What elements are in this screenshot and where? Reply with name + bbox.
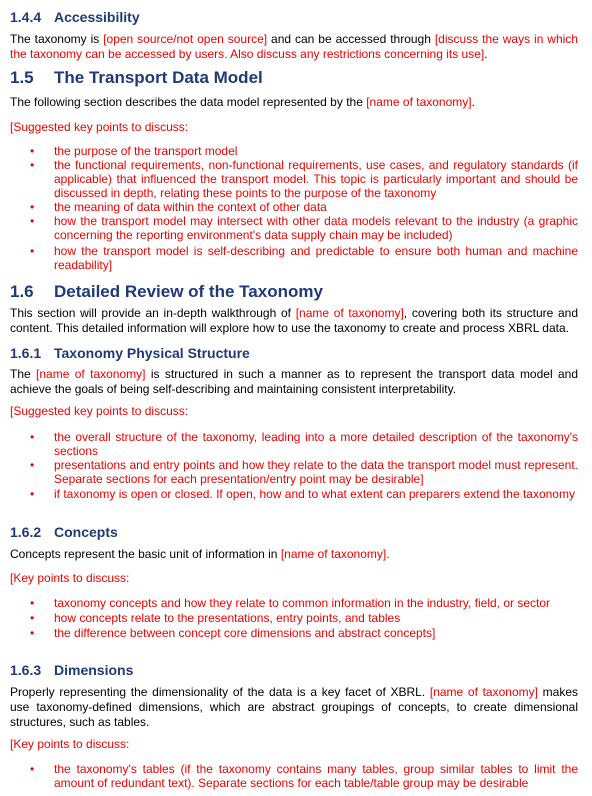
placeholder-text: [name of taxonomy]: [36, 367, 146, 381]
bullet-icon: •: [30, 200, 35, 214]
section-heading-1-5: [10, 68, 263, 88]
placeholder-text: [name of taxonomy]: [366, 95, 472, 109]
section-heading-1-6-2: [10, 524, 118, 540]
bullet-icon: •: [30, 611, 35, 625]
dimensions-paragraph: [10, 685, 578, 730]
section-title: Dimensions: [54, 662, 134, 678]
list-item: [10, 214, 578, 242]
list-item-text: if taxonomy is open or closed. If open, how and to what extent can preparers extend the taxonomy: [54, 487, 575, 501]
section-number: 1.6.3: [10, 662, 42, 678]
body-text: Properly representing the dimensionality of the data is a key facet of XBRL.: [10, 685, 430, 699]
body-text: The taxonomy is: [10, 32, 104, 46]
section-number: 1.6: [10, 282, 34, 301]
list-item: [10, 244, 578, 272]
body-text: .: [484, 47, 488, 61]
accessibility-paragraph: [10, 32, 578, 62]
section-heading-1-6-1: [10, 345, 250, 361]
bullet-icon: •: [30, 626, 35, 640]
section-number: 1.5: [10, 68, 34, 87]
list-item-text: the functional requirements, non-functional requirements, use cases, and regulatory standards (if applicable) that influenced the transport model. This topic is particularly important and should be discussed in depth, relating these points to the purpose of the taxonomy: [54, 158, 578, 200]
list-item-text: taxonomy concepts and how they relate to common information in the industry, field, or sector: [54, 596, 551, 610]
key-points-prompt: [Suggested key points to discuss:: [10, 404, 189, 418]
list-item: [10, 611, 578, 625]
body-text: , covering both its structure and content. This detailed information will explore how to use the taxonomy to create and process XBRL data.: [10, 306, 579, 335]
placeholder-text: [name of taxonomy]: [295, 306, 404, 320]
list-item-text: how the transport model may intersect with other data models relevant to the industry (a graphic concerning the reporting environment's data supply chain may be included): [54, 214, 578, 242]
bullet-icon: •: [30, 144, 35, 158]
key-points-prompt: [Key points to discuss:: [10, 571, 130, 585]
review-paragraph: [10, 306, 578, 336]
list-item-text: the meaning of data within the context of other data: [54, 200, 327, 214]
body-text: .: [471, 95, 475, 109]
section-heading-1-4-4: [10, 9, 140, 25]
body-text: Concepts represent the basic unit of information in: [10, 547, 281, 561]
section-number: 1.6.1: [10, 345, 42, 361]
list-item: [10, 458, 578, 486]
list-item: [10, 200, 578, 214]
section-title: Concepts: [54, 524, 118, 540]
section-number: 1.4.4: [10, 9, 42, 25]
key-points-prompt: [Suggested key points to discuss:: [10, 120, 189, 134]
section-heading-1-6: [10, 282, 323, 302]
bullet-icon: •: [30, 487, 35, 501]
list-item-text: presentations and entry points and how they relate to the data the transport model must represent. Separate sections for each presentation/entry point may be desirable]: [54, 458, 578, 486]
concepts-paragraph: [10, 547, 578, 562]
placeholder-text: [discuss the ways in which the taxonomy can be accessed by users. Also discuss any restrictions concerning its use]: [10, 32, 578, 61]
placeholder-text: [open source/not open source]: [103, 32, 268, 46]
transport-intro-paragraph: [10, 95, 578, 110]
list-item-text: how concepts relate to the presentations, entry points, and tables: [54, 611, 401, 625]
bullet-icon: •: [30, 244, 35, 258]
body-text: This section will provide an in-depth walkthrough of: [10, 306, 296, 320]
bullet-icon: •: [30, 430, 35, 444]
structure-paragraph: [10, 367, 578, 397]
section-title: The Transport Data Model: [54, 68, 263, 87]
section-title: Accessibility: [54, 9, 140, 25]
section-number: 1.6.2: [10, 524, 42, 540]
body-text: The following section describes the data model represented by the: [10, 95, 367, 109]
list-item: [10, 144, 578, 158]
bullet-icon: •: [30, 158, 35, 172]
list-item-text: how the transport model is self-describing and predictable to ensure both human and machine readability]: [54, 244, 578, 272]
key-points-prompt: [Key points to discuss:: [10, 737, 130, 751]
placeholder-text: [name of taxonomy].: [280, 547, 390, 561]
bullet-icon: •: [30, 762, 35, 776]
list-item: [10, 487, 578, 501]
body-text: is structured in such a manner as to represent the transport data model and achieve the goals of being self-describing and maintaining consistent interpretability.: [10, 367, 579, 396]
list-item: [10, 430, 578, 458]
body-text: makes use taxonomy-defined dimensions, which are abstract groupings of concepts, to create dimensional structures, such as tables.: [10, 685, 579, 729]
list-item: [10, 626, 578, 640]
list-item-text: the purpose of the transport model: [54, 144, 238, 158]
body-text: and can be accessed through: [267, 32, 435, 46]
bullet-icon: •: [30, 458, 35, 472]
bullet-icon: •: [30, 596, 35, 610]
bullet-icon: •: [30, 214, 35, 228]
list-item: [10, 596, 578, 610]
list-item: [10, 762, 578, 790]
list-item-text: the overall structure of the taxonomy, leading into a more detailed description of the taxonomy's sections: [54, 430, 578, 458]
body-text: The: [10, 367, 37, 381]
list-item-text: the difference between concept core dimensions and abstract concepts]: [54, 626, 436, 640]
section-title: Taxonomy Physical Structure: [54, 345, 250, 361]
list-item-text: the taxonomy's tables (if the taxonomy contains many tables, group similar tables to limit the amount of redundant text). Separate sections for each table/table group may be desirable: [54, 762, 578, 790]
list-item: [10, 158, 578, 200]
section-title: Detailed Review of the Taxonomy: [54, 282, 323, 301]
placeholder-text: [name of taxonomy]: [429, 685, 538, 699]
section-heading-1-6-3: [10, 662, 133, 678]
